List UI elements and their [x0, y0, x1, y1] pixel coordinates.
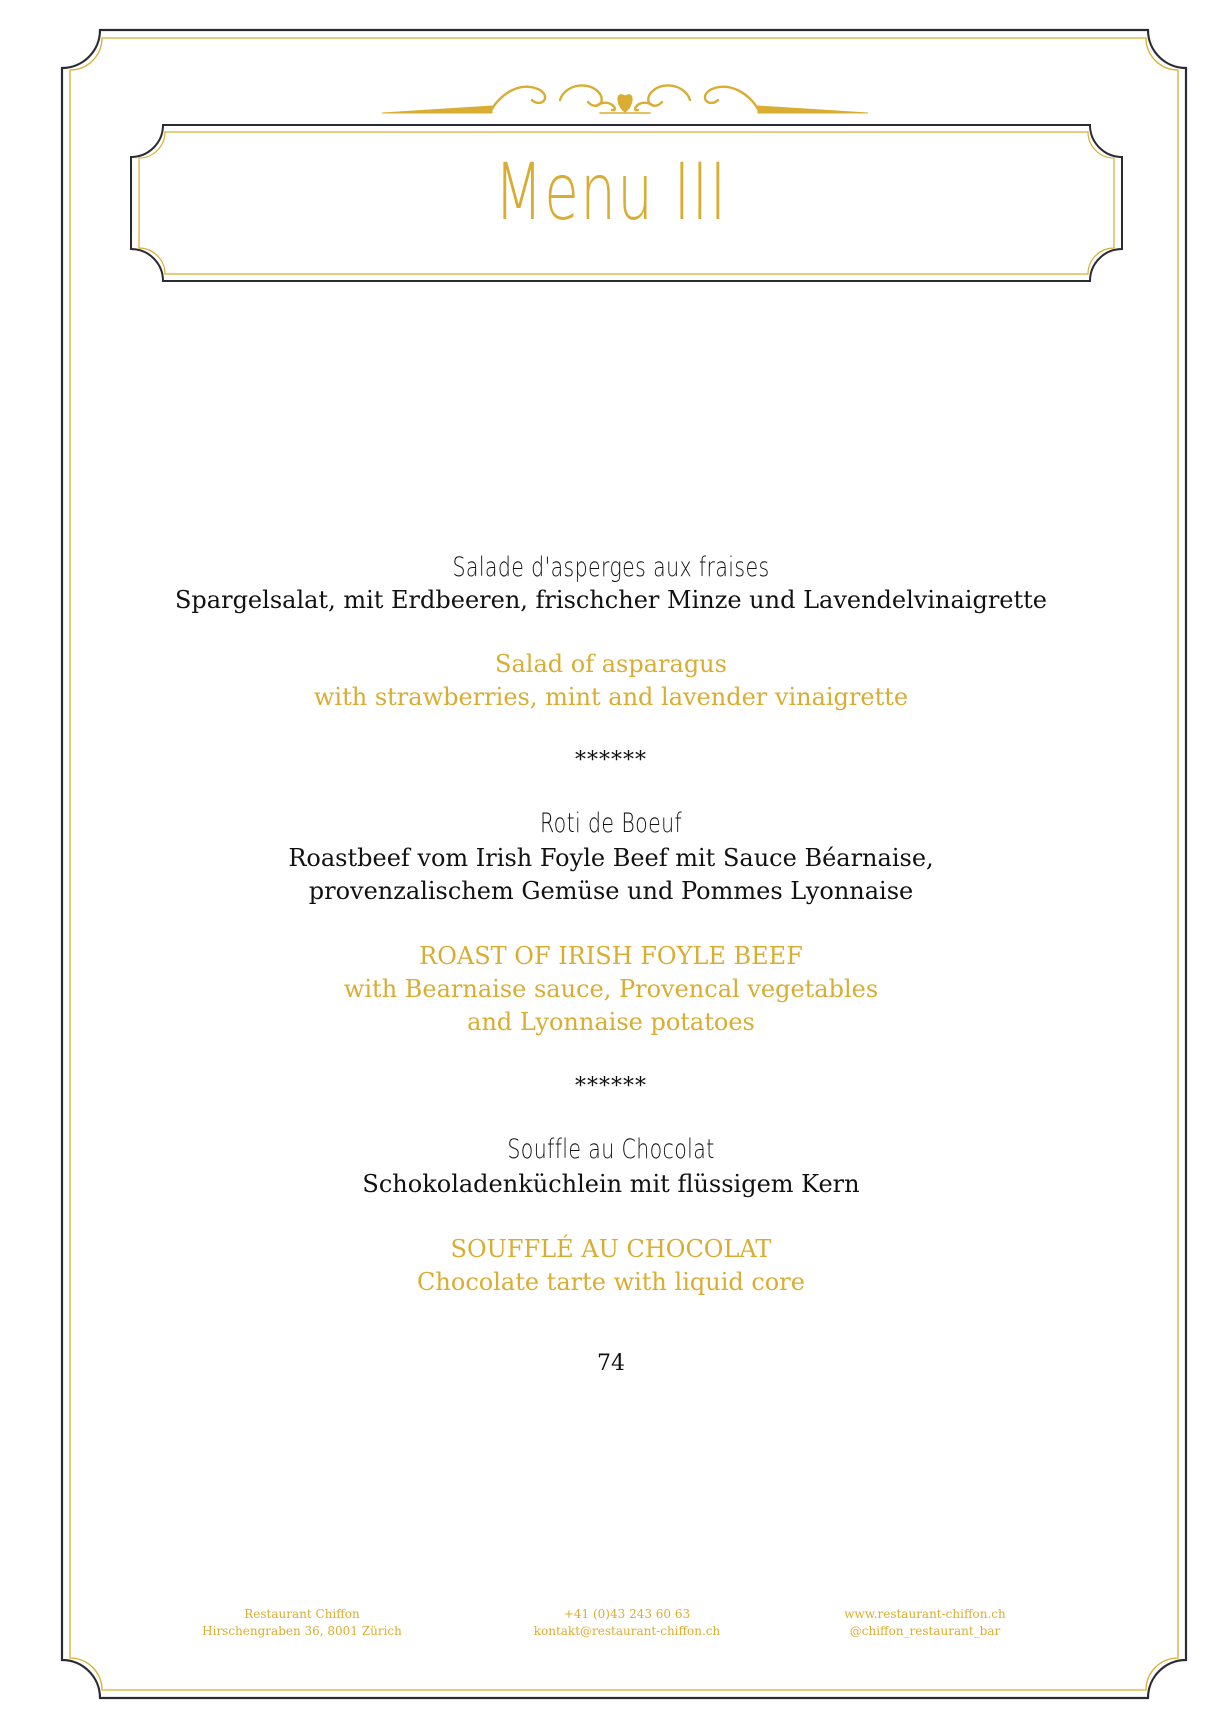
footer-address — [132, 1606, 472, 1640]
course-3-english-line-2: Chocolate tarte with liquid core — [417, 1268, 805, 1296]
course-1-english-line-2: with strawberries, mint and lavender vinaigrette — [313, 683, 909, 711]
footer-web — [755, 1606, 1095, 1640]
footer-email: kontakt@restaurant-chiffon.ch — [533, 1624, 721, 1638]
course-2-name: Roti de Boeuf — [539, 808, 683, 839]
footer-website: www.restaurant-chiffon.ch — [844, 1607, 1006, 1621]
top-ornament — [382, 85, 868, 113]
course-2-german-line-2: provenzalischem Gemüse und Pommes Lyonnaise — [308, 877, 914, 905]
course-1-name: Salade d'asperges aux fraises — [452, 552, 770, 583]
course-2-english-line-3: and Lyonnaise potatoes — [467, 1008, 755, 1036]
course-3-name: Souffle au Chocolat — [507, 1134, 715, 1165]
course-3-english-line-1: SOUFFLÉ AU CHOCOLAT — [450, 1235, 772, 1263]
page-number: 74 — [597, 1351, 625, 1376]
course-1-english-line-1: Salad of asparagus — [495, 650, 727, 678]
footer-restaurant-name: Restaurant Chiffon — [244, 1607, 360, 1621]
footer-instagram: @chiffon_restaurant_bar — [849, 1624, 1001, 1638]
footer-contact — [457, 1606, 797, 1640]
course-2-english-line-1: ROAST OF IRISH FOYLE BEEF — [419, 942, 803, 970]
course-3-german: Schokoladenküchlein mit flüssigem Kern — [362, 1170, 860, 1198]
course-2-english-line-2: with Bearnaise sauce, Provencal vegetables — [343, 975, 879, 1003]
course-1-german: Spargelsalat, mit Erdbeeren, frischcher Minze und Lavendelvinaigrette — [174, 586, 1047, 614]
separator-1: ****** — [575, 748, 647, 773]
footer-phone: +41 (0)43 243 60 63 — [563, 1607, 691, 1621]
separator-2: ****** — [575, 1074, 647, 1099]
footer-street-address: Hirschengraben 36, 8001 Zürich — [202, 1624, 402, 1638]
course-2-german-line-1: Roastbeef vom Irish Foyle Beef mit Sauce Béarnaise, — [288, 844, 934, 872]
menu-title: Menu III — [494, 148, 728, 238]
